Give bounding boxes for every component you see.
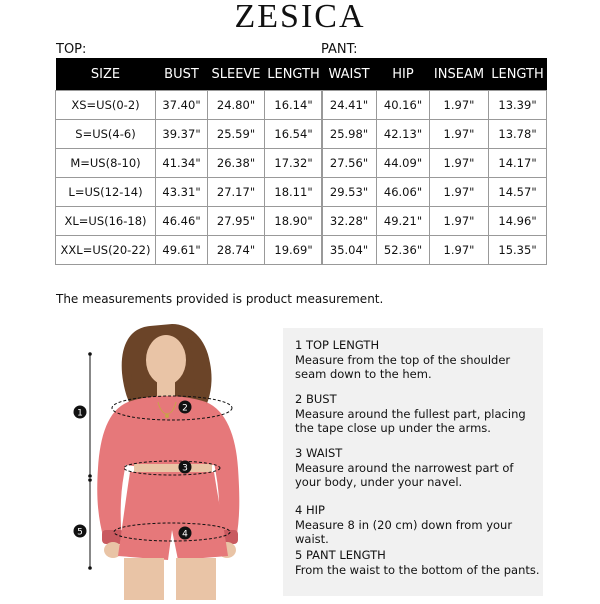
- pant-header-length: LENGTH: [489, 58, 547, 91]
- table-cell: 1.97": [430, 207, 489, 236]
- table-cell: 19.69": [265, 236, 323, 265]
- table-cell: 42.13": [377, 120, 430, 149]
- table-cell: 16.14": [265, 91, 323, 120]
- table-cell: 40.16": [377, 91, 430, 120]
- table-cell: 1.97": [430, 178, 489, 207]
- table-cell: 1.97": [430, 120, 489, 149]
- marker-3-icon: [179, 461, 192, 474]
- top-header-sleeve: SLEEVE: [208, 58, 265, 91]
- table-cell: 46.46": [156, 207, 208, 236]
- table-row: [56, 120, 323, 149]
- table-row: [56, 236, 323, 265]
- pant-table-label: PANT:: [321, 42, 358, 57]
- table-cell: 49.61": [156, 236, 208, 265]
- table-cell: 26.38": [208, 149, 265, 178]
- guide-title: 1 TOP LENGTH: [295, 338, 380, 352]
- table-cell: 13.39": [489, 91, 547, 120]
- table-cell: XL=US(16-18): [56, 207, 156, 236]
- table-cell: 49.21": [377, 207, 430, 236]
- pant-header-inseam: INSEAM: [430, 58, 489, 91]
- guide-item-hip: [295, 503, 541, 547]
- table-row: [322, 178, 547, 207]
- table-cell: 35.04": [322, 236, 377, 265]
- pant-size-table: [321, 58, 547, 265]
- guide-title: 4 HIP: [295, 503, 325, 517]
- guide-title: 2 BUST: [295, 392, 337, 406]
- table-cell: 1.97": [430, 149, 489, 178]
- guide-title: 3 WAIST: [295, 446, 343, 460]
- table-cell: 14.96": [489, 207, 547, 236]
- table-cell: 24.41": [322, 91, 377, 120]
- top-header-bust: BUST: [156, 58, 208, 91]
- guide-item-pant-length: [295, 548, 541, 577]
- marker-1-label: 1: [77, 408, 83, 419]
- table-row: [56, 178, 323, 207]
- table-cell: 43.31": [156, 178, 208, 207]
- table-row: [56, 91, 323, 120]
- marker-4-icon: [179, 527, 192, 540]
- table-row: [322, 207, 547, 236]
- pant-header-waist: WAIST: [322, 58, 377, 91]
- top-table-header-row: [56, 58, 323, 91]
- table-cell: 46.06": [377, 178, 430, 207]
- table-cell: 37.40": [156, 91, 208, 120]
- table-cell: 28.74": [208, 236, 265, 265]
- guide-item-waist: [295, 446, 541, 490]
- table-cell: 27.56": [322, 149, 377, 178]
- guide-description: From the waist to the bottom of the pants.: [295, 562, 540, 577]
- marker-2-label: 2: [182, 403, 188, 414]
- table-cell: 41.34": [156, 149, 208, 178]
- marker-2-icon: [179, 401, 192, 414]
- table-cell: 24.80": [208, 91, 265, 120]
- marker-5-icon: [74, 525, 87, 538]
- table-cell: XS=US(0-2): [56, 91, 156, 120]
- top-header-length: LENGTH: [265, 58, 323, 91]
- table-cell: 18.11": [265, 178, 323, 207]
- guide-item-bust: [295, 392, 541, 436]
- table-cell: 25.59": [208, 120, 265, 149]
- table-cell: M=US(8-10): [56, 149, 156, 178]
- table-cell: 15.35": [489, 236, 547, 265]
- marker-3-label: 3: [182, 463, 188, 474]
- table-row: [322, 120, 547, 149]
- pant-table-header-row: [322, 58, 547, 91]
- guide-description: Measure around the narrowest part of your body, under your navel.: [295, 460, 514, 489]
- table-cell: 16.54": [265, 120, 323, 149]
- table-cell: 17.32": [265, 149, 323, 178]
- table-cell: 14.17": [489, 149, 547, 178]
- top-size-table: [55, 58, 323, 265]
- table-cell: 52.36": [377, 236, 430, 265]
- marker-4-label: 4: [182, 529, 188, 540]
- top-header-size: SIZE: [56, 58, 156, 91]
- measurement-note: The measurements provided is product measurement.: [56, 292, 384, 306]
- marker-5-label: 5: [77, 527, 83, 538]
- table-cell: S=US(4-6): [56, 120, 156, 149]
- table-cell: 1.97": [430, 236, 489, 265]
- table-row: [56, 207, 323, 236]
- guide-description: Measure 8 in (20 cm) down from your waist.: [295, 517, 513, 546]
- table-cell: 27.95": [208, 207, 265, 236]
- guide-item-top-length: [295, 338, 541, 382]
- table-cell: 13.78": [489, 120, 547, 149]
- table-row: [322, 91, 547, 120]
- pant-header-hip: HIP: [377, 58, 430, 91]
- table-cell: 32.28": [322, 207, 377, 236]
- table-cell: 44.09": [377, 149, 430, 178]
- table-row: [322, 236, 547, 265]
- measurement-guide: [283, 328, 543, 596]
- table-cell: 14.57": [489, 178, 547, 207]
- guide-description: Measure from the top of the shoulder seam down to the hem.: [295, 352, 511, 381]
- top-table-label: TOP:: [56, 42, 87, 57]
- table-cell: 25.98": [322, 120, 377, 149]
- marker-1-icon: [74, 406, 87, 419]
- model-illustration: [97, 324, 252, 600]
- model-figure: [0, 318, 280, 600]
- table-row: [56, 149, 323, 178]
- table-cell: 1.97": [430, 91, 489, 120]
- brand-logo: ZESICA: [234, 0, 366, 35]
- table-cell: L=US(12-14): [56, 178, 156, 207]
- table-cell: 39.37": [156, 120, 208, 149]
- table-cell: XXL=US(20-22): [56, 236, 156, 265]
- table-cell: 18.90": [265, 207, 323, 236]
- guide-title: 5 PANT LENGTH: [295, 548, 386, 562]
- table-cell: 27.17": [208, 178, 265, 207]
- table-cell: 29.53": [322, 178, 377, 207]
- table-row: [322, 149, 547, 178]
- guide-description: Measure around the fullest part, placing the tape close up under the arms.: [295, 406, 526, 435]
